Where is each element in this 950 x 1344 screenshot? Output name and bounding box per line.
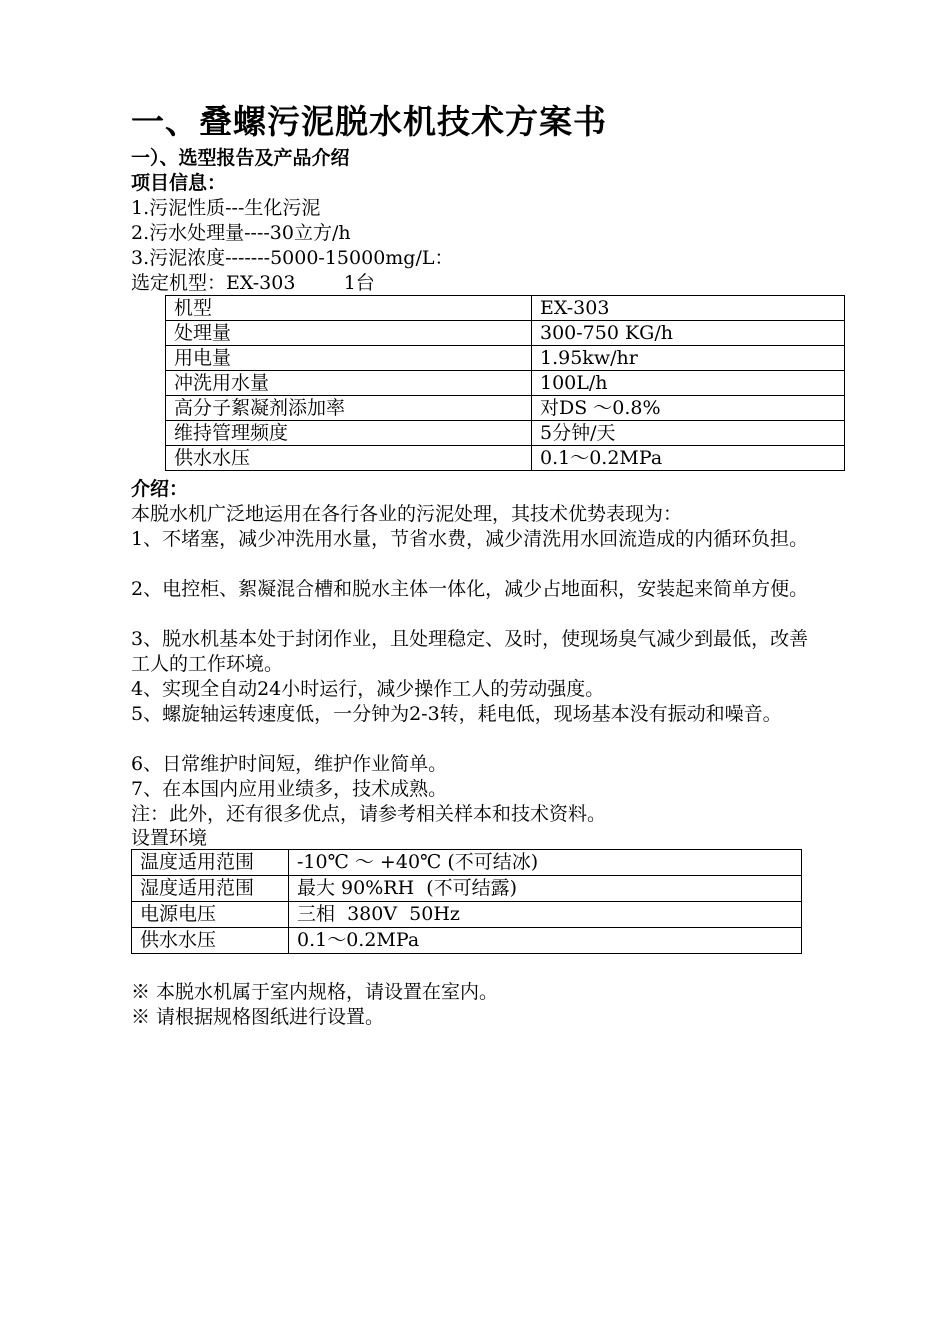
advantage-item: 5、螺旋轴运转速度低，一分钟为2-3转，耗电低，现场基本没有振动和噪音。 [131,703,782,725]
env-value: 最大 90%RH (不可结露) [289,876,802,902]
spec-key: 高分子絮凝剂添加率 [166,396,532,421]
env-key: 温度适用范围 [132,850,289,876]
table-row [132,902,802,928]
spec-table [165,295,845,471]
advantage-item: 3、脱水机基本处于封闭作业，且处理稳定、及时，使现场臭气减少到最低，改善工人的工作环境。 [131,628,809,675]
document-title: 一、叠螺污泥脱水机技术方案书 [131,102,607,141]
project-item: 2.污水处理量----30立方/h [131,222,351,244]
spec-key: 用电量 [166,346,532,371]
footnote: ※ 本脱水机属于室内规格，请设置在室内。 [131,981,499,1003]
advantage-item: 7、在本国内应用业绩多，技术成熟。 [131,778,448,800]
table-row [166,321,845,346]
env-label: 设置环境 [131,827,208,849]
env-table [131,849,802,954]
spec-key: 机型 [166,296,532,321]
spec-key: 冲洗用水量 [166,371,532,396]
intro-label: 介绍： [131,478,189,500]
env-value: -10℃ ～ +40℃ (不可结冰) [289,850,802,876]
spec-key: 处理量 [166,321,532,346]
env-value: 0.1～0.2MPa [289,928,802,954]
env-key: 湿度适用范围 [132,876,289,902]
env-value: 三相 380V 50Hz [289,902,802,928]
env-key: 供水水压 [132,928,289,954]
section-heading: 一）、选型报告及产品介绍 [131,147,350,169]
project-label: 项目信息： [131,172,227,194]
spec-value: 5分钟/天 [532,421,845,446]
table-row [132,928,802,954]
table-row [166,346,845,371]
footnote: ※ 请根据规格图纸进行设置。 [131,1006,385,1028]
advantage-item: 1、不堵塞，减少冲洗用水量，节省水费，减少清洗用水回流造成的内循环负担。 [131,528,809,550]
spec-key: 供水水压 [166,446,532,471]
spec-key: 维持管理频度 [166,421,532,446]
table-row [166,396,845,421]
advantage-item: 4、实现全自动24小时运行，减少操作工人的劳动强度。 [131,678,605,700]
project-item: 3.污泥浓度-------5000-15000mg/L： [131,247,454,269]
spec-value: 1.95kw/hr [532,346,845,371]
intro-lead: 本脱水机广泛地运用在各行各业的污泥处理，其技术优势表现为： [131,503,683,525]
spec-value: 300-750 KG/h [532,321,845,346]
selected-model: 选定机型：EX-303 1台 [131,272,375,294]
spec-value: 0.1～0.2MPa [532,446,845,471]
advantage-item: 6、日常维护时间短，维护作业简单。 [131,753,448,775]
advantage-item: 2、电控柜、絮凝混合槽和脱水主体一体化，减少占地面积，安装起来简单方便。 [131,578,809,600]
table-row [132,850,802,876]
note: 注：此外，还有很多优点，请参考相关样本和技术资料。 [131,803,607,825]
spec-value: EX-303 [532,296,845,321]
table-row [166,421,845,446]
table-row [132,876,802,902]
table-row [166,446,845,471]
spec-value: 对DS ～0.8% [532,396,845,421]
project-item: 1.污泥性质---生化污泥 [131,197,321,219]
table-row [166,371,845,396]
table-row [166,296,845,321]
spec-value: 100L/h [532,371,845,396]
env-key: 电源电压 [132,902,289,928]
